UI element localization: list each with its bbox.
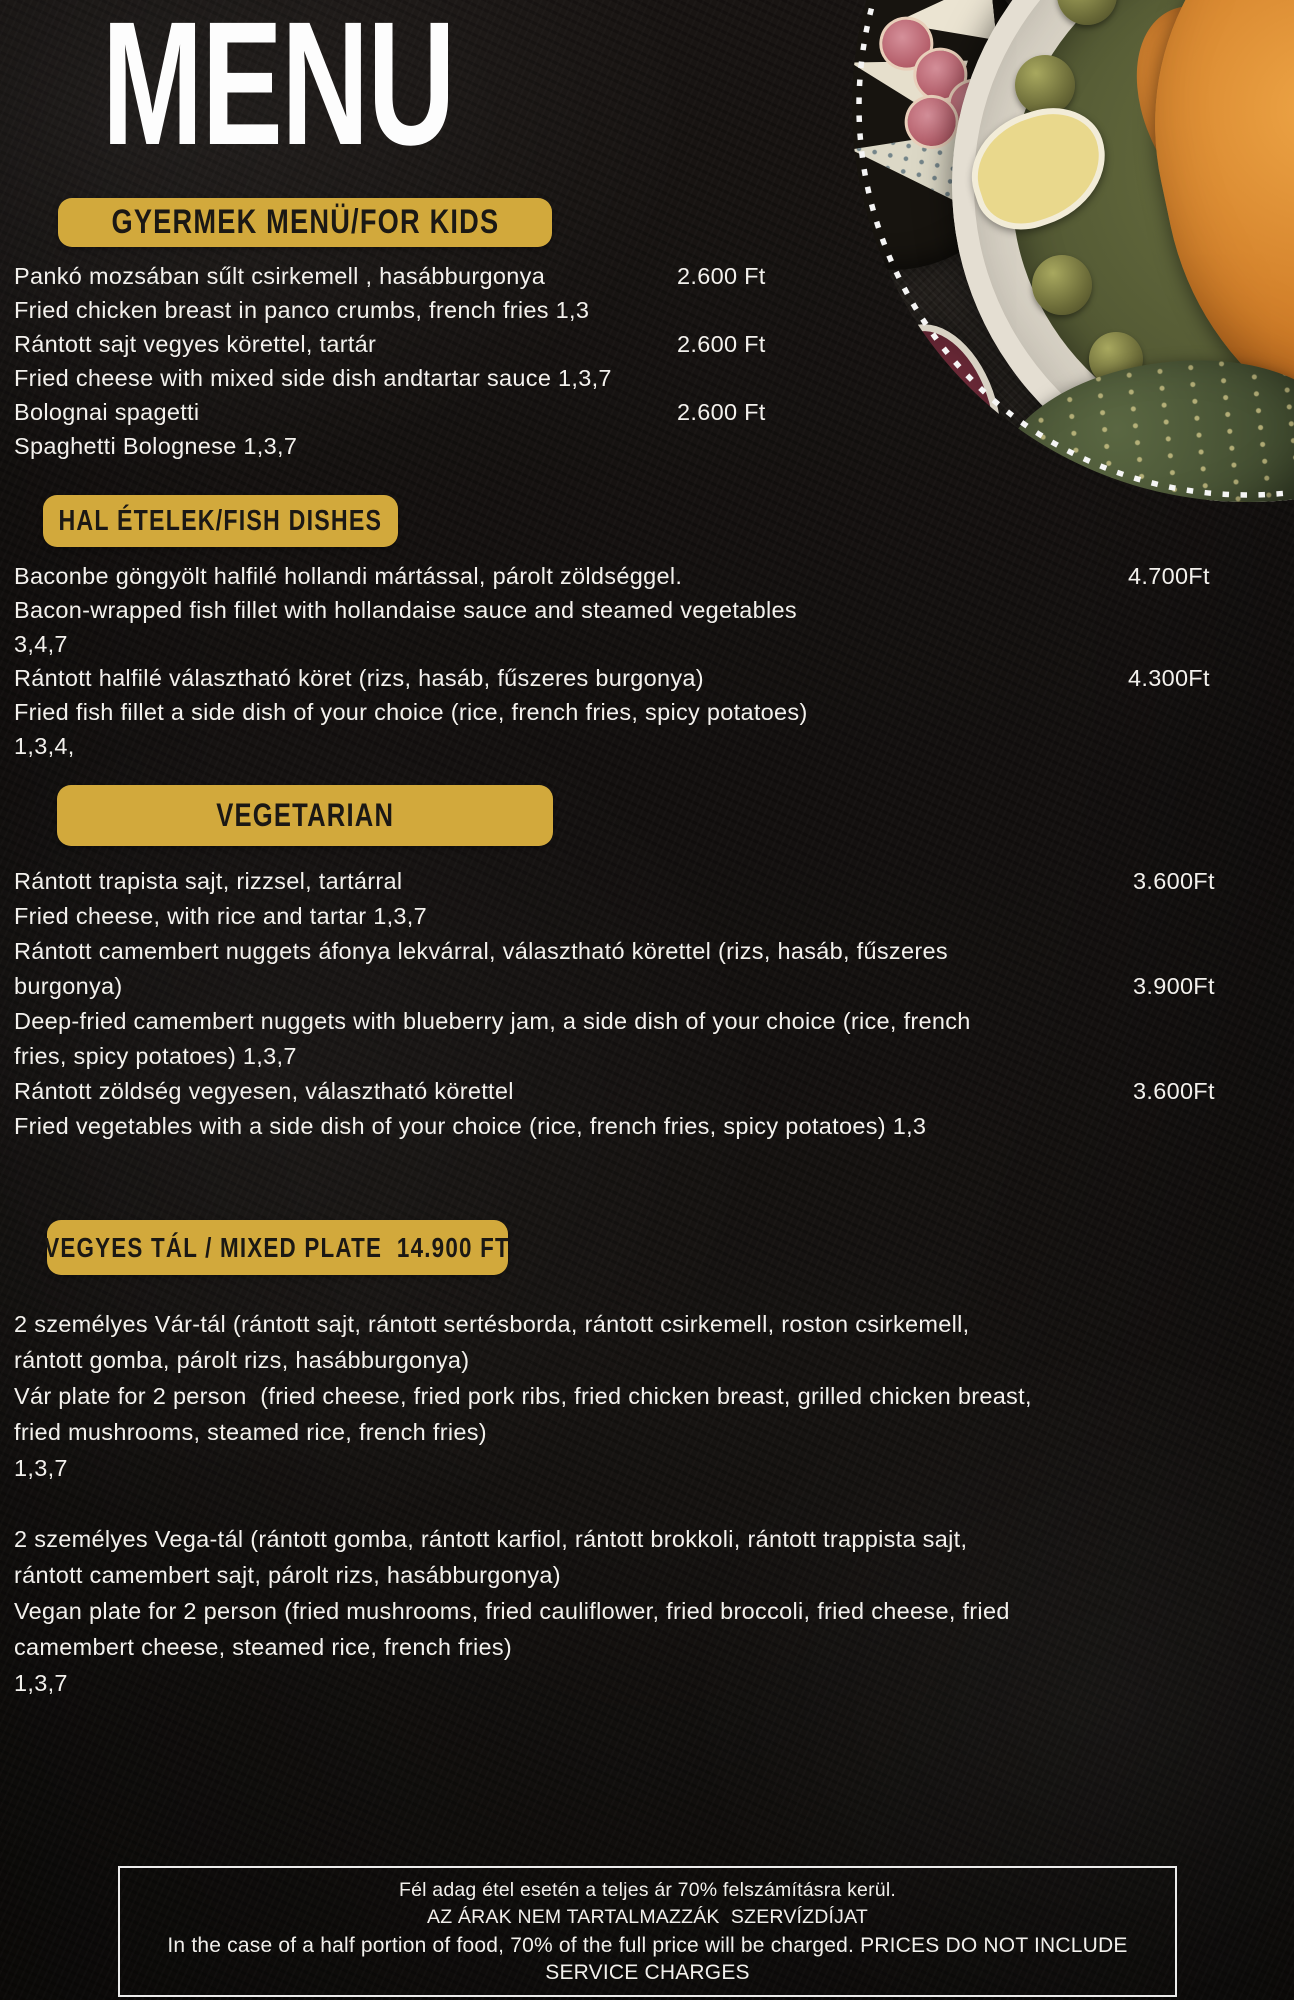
dish-text: Fried chicken breast in panco crumbs, french fries 1,3 [14, 297, 590, 323]
menu-line [14, 1074, 1286, 1109]
dish-text: Rántott sajt vegyes körettel, tartár [14, 331, 377, 357]
menu-line [14, 1306, 1286, 1342]
dish-text: 1,3,7 [14, 1670, 68, 1696]
menu-line [14, 1004, 1286, 1039]
page-title: MENU [102, 0, 455, 182]
section-heading-label: GYERMEK MENÜ/FOR KIDS [111, 203, 499, 241]
menu-line [14, 729, 1286, 763]
footer-note-lines [167, 1877, 1127, 1987]
section-heading-label: VEGETARIAN [216, 797, 394, 833]
dish-text: 1,3,4, [14, 733, 75, 759]
dish-text: Fried cheese, with rice and tartar 1,3,7 [14, 903, 428, 929]
footer-note-line: In the case of a half portion of food, 70% of the full price will be charged. PRICES DO NOT INCLUDE [167, 1933, 1128, 1957]
dish-text: Spaghetti Bolognese 1,3,7 [14, 433, 298, 459]
dish-text: 1,3,7 [14, 1455, 68, 1481]
dish-text: 3,4,7 [14, 631, 68, 657]
menu-line [14, 1665, 1286, 1701]
price: 2.600 Ft [677, 331, 766, 357]
menu-line [14, 1109, 1286, 1144]
menu-line [14, 1557, 1286, 1593]
section-lines [14, 559, 1286, 763]
section-lines [14, 1521, 1286, 1701]
menu-line [14, 661, 1286, 695]
menu-line [14, 864, 1286, 899]
dish-text: Deep-fried camembert nuggets with blueberry jam, a side dish of your choice (rice, french [14, 1008, 971, 1034]
menu-line [14, 1593, 1286, 1629]
section-lines [14, 259, 1286, 463]
price: 4.300Ft [1128, 665, 1210, 691]
dish-text: 2 személyes Vár-tál (rántott sajt, rántott sertésborda, rántott csirkemell, roston csirkemell, [14, 1311, 970, 1337]
dish-text: Rántott camembert nuggets áfonya lekvárral, választható körettel (rizs, hasáb, fűszeres [14, 938, 948, 964]
footer-note-line: Fél adag étel esetén a teljes ár 70% felszámításra kerül. [398, 1878, 896, 1901]
section-lines [14, 864, 1286, 1144]
dish-text: Rántott halfilé választható köret (rizs, hasáb, fűszeres burgonya) [14, 665, 704, 691]
section-heading-mixed [44, 1220, 511, 1275]
dish-text: Rántott zöldség vegyesen, választható körettel [14, 1078, 514, 1104]
footer-note-line: AZ ÁRAK NEM TARTALMAZZÁK SZERVÍZDÍJAT [426, 1906, 868, 1928]
section-heading-veg [57, 785, 553, 846]
section-heading-label: HAL ÉTELEK/FISH DISHES [58, 504, 383, 537]
footer-note-box [118, 1866, 1177, 1997]
section-heading-fish [43, 495, 398, 547]
menu-line [14, 259, 1286, 293]
dish-text: fried mushrooms, steamed rice, french fries) [14, 1419, 487, 1445]
menu-line [14, 695, 1286, 729]
section-lines [14, 1306, 1286, 1486]
menu-line [14, 395, 1286, 429]
menu-line [14, 1629, 1286, 1665]
dish-text: 2 személyes Vega-tál (rántott gomba, rántott karfiol, rántott brokkoli, rántott trappista sajt, [14, 1526, 968, 1552]
menu-line [14, 1039, 1286, 1074]
section-heading-kids [58, 198, 552, 247]
dish-text: fries, spicy potatoes) 1,3,7 [14, 1043, 297, 1069]
dish-text: Bolognai spagetti [14, 399, 200, 425]
menu-line [14, 361, 1286, 395]
menu-line [14, 1342, 1286, 1378]
dish-text: burgonya) [14, 973, 123, 999]
price: 3.900Ft [1133, 973, 1215, 999]
dish-text: rántott camembert sajt, párolt rizs, hasábburgonya) [14, 1562, 561, 1588]
dish-text: Baconbe göngyölt halfilé hollandi mártással, párolt zöldséggel. [14, 563, 683, 589]
price: 3.600Ft [1133, 1078, 1215, 1104]
dish-text: Fried cheese with mixed side dish andtartar sauce 1,3,7 [14, 365, 612, 391]
menu-line [14, 1378, 1286, 1414]
menu-line [14, 899, 1286, 934]
menu-line [14, 559, 1286, 593]
dish-text: rántott gomba, párolt rizs, hasábburgonya) [14, 1347, 470, 1373]
menu-line [14, 627, 1286, 661]
footer-note-line: SERVICE CHARGES [545, 1961, 750, 1984]
menu-line [14, 327, 1286, 361]
menu-line [14, 1414, 1286, 1450]
dish-text: Rántott trapista sajt, rizzsel, tartárral [14, 868, 403, 894]
dish-text: Vegan plate for 2 person (fried mushrooms, fried cauliflower, fried broccoli, fried cheese, fried [14, 1598, 1010, 1624]
menu-line [14, 934, 1286, 969]
dish-text: Bacon-wrapped fish fillet with hollandaise sauce and steamed vegetables [14, 597, 797, 623]
dish-text: camembert cheese, steamed rice, french fries) [14, 1634, 513, 1660]
menu-line [14, 429, 1286, 463]
menu-line [14, 969, 1286, 1004]
dish-text: Pankó mozsában sűlt csirkemell , hasábburgonya [14, 263, 546, 289]
menu-line [14, 1521, 1286, 1557]
menu-line [14, 293, 1286, 327]
brussels-sprout [1015, 55, 1075, 115]
section-heading-label: VEGYES TÁL / MIXED PLATE 14.900 FT [44, 1231, 511, 1263]
menu-line [14, 1450, 1286, 1486]
dish-text: Fried fish fillet a side dish of your choice (rice, french fries, spicy potatoes) [14, 699, 808, 725]
price: 2.600 Ft [677, 399, 766, 425]
price: 2.600 Ft [677, 263, 766, 289]
menu-line [14, 593, 1286, 627]
dish-text: Vár plate for 2 person (fried cheese, fried pork ribs, fried chicken breast, grilled chicken breast, [14, 1383, 1032, 1409]
price: 4.700Ft [1128, 563, 1210, 589]
price: 3.600Ft [1133, 868, 1215, 894]
dish-text: Fried vegetables with a side dish of your choice (rice, french fries, spicy potatoes) 1,3 [14, 1113, 927, 1139]
